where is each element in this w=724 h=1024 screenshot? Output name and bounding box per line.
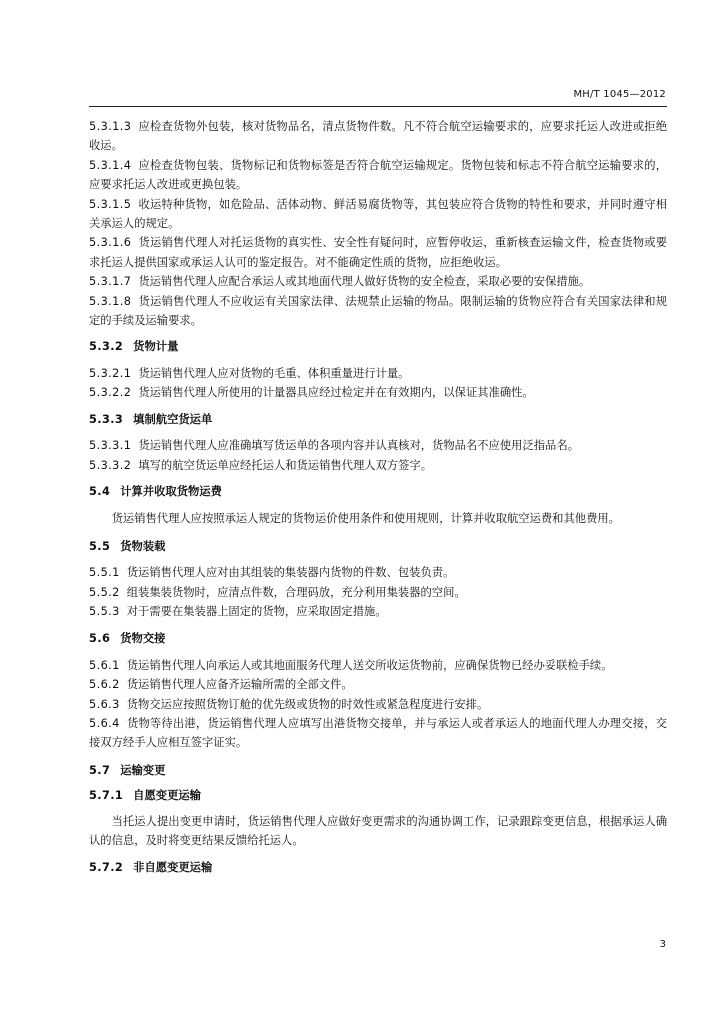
clause-5-6-3 [89, 695, 667, 714]
clause-number: 5.3.2.1 [89, 366, 132, 380]
clause-number: 5.6.2 [89, 678, 120, 692]
heading-5-6 [89, 629, 667, 648]
heading-5-3-3 [89, 410, 667, 429]
heading-number: 5.3.2 [89, 340, 124, 354]
clause-5-3-2-1 [89, 364, 667, 383]
heading-number: 5.3.3 [89, 412, 124, 426]
heading-number: 5.7.2 [89, 861, 124, 875]
paragraph-text: 货运销售代理人应按照承运人规定的货物运价使用条件和使用规则，计算并收取航空运费和其他费用。 [111, 512, 620, 526]
heading-title: 自愿变更运输 [133, 789, 201, 803]
clause-text: 货运销售代理人不应收运有关国家法律、法规禁止运输的物品。限制运输的货物应符合有关国家法律和规定的手续及运输要求。 [89, 294, 667, 328]
clause-number: 5.5.3 [89, 604, 120, 618]
paragraph-text: 当托运人提出变更申请时，货运销售代理人应做好变更需求的沟通协调工作，记录跟踪变更信息，根据承运人确认的信息，及时将变更结果反馈给托运人。 [89, 814, 667, 847]
clause-text: 货运销售代理人所使用的计量器具应经过检定并在有效期内，以保证其准确性。 [138, 386, 534, 400]
clause-5-3-1-5 [89, 195, 667, 234]
clause-5-6-2 [89, 675, 667, 694]
heading-5-7 [89, 761, 667, 780]
clause-text: 货运销售代理人应备齐运输所需的全部文件。 [126, 678, 353, 692]
clause-text: 收运特种货物，如危险品、活体动物、鲜活易腐货物等，其包装应符合货物的特性和要求，并同时遵守相关承运人的规定。 [89, 197, 667, 231]
clause-5-6-1 [89, 656, 667, 675]
clause-number: 5.5.2 [89, 585, 120, 599]
heading-title: 运输变更 [120, 763, 166, 777]
clause-text: 货运销售代理人应对货物的毛重、体积重量进行计量。 [138, 366, 410, 380]
paragraph-5-4 [89, 509, 667, 528]
heading-5-3-2 [89, 337, 667, 356]
clause-text: 货运销售代理人应配合承运人或其地面代理人做好货物的安全检查，采取必要的安保措施。 [138, 275, 591, 289]
clause-number: 5.3.2.2 [89, 386, 132, 400]
clause-5-3-1-6 [89, 233, 667, 272]
heading-5-7-1 [89, 786, 667, 805]
clause-5-3-1-7 [89, 272, 667, 291]
clause-5-5-1 [89, 563, 667, 582]
clause-number: 5.6.1 [89, 658, 120, 672]
heading-5-4 [89, 482, 667, 501]
heading-title: 货物计量 [133, 340, 179, 354]
heading-title: 货物装载 [120, 539, 166, 553]
clause-text: 应检查货物外包装，核对货物品名，清点货物件数。凡不符合航空运输要求的，应要求托运人改进或拒绝收运。 [89, 120, 667, 153]
heading-number: 5.7 [89, 763, 111, 777]
clause-text: 货运销售代理人向承运人或其地面服务代理人送交所收运货物前，应确保货物已经办妥联检手续。 [126, 658, 613, 672]
heading-title: 计算并收取货物运费 [120, 484, 222, 498]
document-body [89, 117, 667, 878]
paragraph-5-7-1 [89, 812, 667, 851]
clause-number: 5.3.3.1 [89, 439, 132, 453]
clause-5-5-3 [89, 602, 667, 621]
clause-text: 货物交运应按照货物订舱的优先级或货物的时效性或紧急程度进行安排。 [126, 697, 489, 711]
heading-title: 货物交接 [120, 632, 166, 646]
clause-number: 5.3.1.3 [89, 120, 132, 133]
clause-number: 5.3.3.2 [89, 458, 132, 472]
clause-5-3-3-2 [89, 456, 667, 475]
standard-code: MH/T 1045—2012 [573, 89, 666, 100]
header-rule [89, 106, 667, 107]
clause-text: 货运销售代理人对托运货物的真实性、安全性有疑问时，应暂停收运，重新核查运输文件，检查货物或要求托运人提供国家或承运人认可的鉴定报告。对不能确定性质的货物，应拒绝收运。 [89, 236, 667, 269]
clause-text: 货物等待出港，货运销售代理人应填写出港货物交接单，并与承运人或者承运人的地面代理人办理交接，交接双方经手人应相互签字证实。 [89, 716, 667, 750]
clause-5-3-3-1 [89, 436, 667, 455]
clause-text: 填写的航空货运单应经托运人和货运销售代理人双方签字。 [138, 458, 433, 472]
clause-text: 对于需要在集装器上固定的货物，应采取固定措施。 [126, 604, 387, 618]
clause-5-3-2-2 [89, 383, 667, 402]
clause-5-3-1-4 [89, 156, 667, 195]
heading-5-5 [89, 537, 667, 556]
clause-number: 5.3.1.5 [89, 197, 132, 211]
clause-number: 5.6.4 [89, 716, 120, 730]
clause-number: 5.6.3 [89, 697, 120, 711]
clause-number: 5.3.1.8 [89, 294, 132, 308]
clause-5-3-1-8 [89, 292, 667, 331]
heading-number: 5.7.1 [89, 789, 124, 803]
heading-number: 5.6 [89, 632, 111, 646]
heading-number: 5.4 [89, 484, 111, 498]
clause-number: 5.3.1.6 [89, 236, 132, 250]
heading-title: 非自愿变更运输 [133, 861, 213, 875]
clause-number: 5.5.1 [89, 566, 120, 580]
heading-title: 填制航空货运单 [133, 412, 213, 426]
clause-5-6-4 [89, 714, 667, 753]
clause-number: 5.3.1.7 [89, 275, 132, 289]
clause-5-5-2 [89, 583, 667, 602]
clause-text: 货运销售代理人应对由其组装的集装器内货物的件数、包装负责。 [126, 566, 455, 580]
clause-5-3-1-3 [89, 117, 667, 156]
heading-5-7-2 [89, 858, 667, 877]
clause-text: 应检查货物包装、货物标记和货物标签是否符合航空运输规定。货物包装和标志不符合航空运输要求的，应要求托运人改进或更换包装。 [89, 158, 667, 192]
clause-text: 货运销售代理人应准确填写货运单的各项内容并认真核对，货物品名不应使用泛指品名。 [138, 439, 579, 453]
clause-text: 组装集装货物时，应清点件数，合理码放，充分利用集装器的空间。 [126, 585, 466, 599]
clause-number: 5.3.1.4 [89, 158, 132, 172]
page-number: 3 [659, 939, 666, 950]
heading-number: 5.5 [89, 539, 111, 553]
